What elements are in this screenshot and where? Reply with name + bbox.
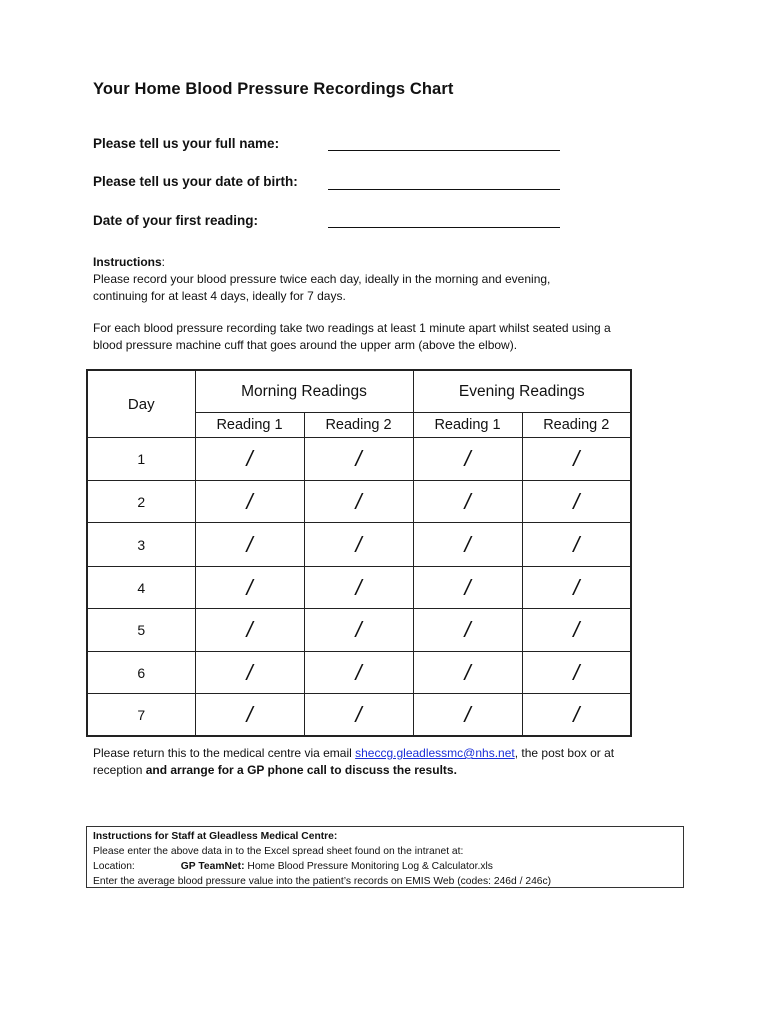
instructions-block	[93, 254, 693, 354]
staff-instructions-box	[86, 826, 684, 888]
readings-table	[86, 369, 632, 737]
morning-reading1-header: Reading 1	[195, 413, 304, 438]
table-row	[87, 438, 631, 481]
name-field[interactable]	[328, 135, 560, 151]
day-number: 1	[87, 438, 195, 481]
reading-cell[interactable]: /	[522, 652, 631, 694]
day-header: Day	[87, 370, 195, 438]
reading-cell[interactable]: /	[522, 438, 631, 481]
day-number: 2	[87, 481, 195, 523]
reading-cell[interactable]: /	[413, 481, 522, 523]
instructions-heading: Instructions:	[93, 255, 166, 269]
reading-cell[interactable]: /	[304, 438, 413, 481]
first-reading-label: Date of your first reading:	[93, 213, 259, 228]
reading-cell[interactable]: /	[195, 652, 304, 694]
reading-cell[interactable]: /	[413, 567, 522, 609]
instructions-line: Please record your blood pressure twice each day, ideally in the morning and evening,	[93, 272, 551, 286]
reading-cell[interactable]: /	[304, 694, 413, 737]
table-row	[87, 609, 631, 652]
evening-header: Evening Readings	[413, 370, 631, 413]
return-instructions: Please return this to the medical centre via email sheccg.gleadlessmc@nhs.net, the post box or at reception and arrange for a GP phone call to discuss the results.	[93, 746, 615, 777]
table-row	[87, 694, 631, 737]
reading-cell[interactable]: /	[522, 567, 631, 609]
morning-header: Morning Readings	[195, 370, 413, 413]
reading-cell[interactable]: /	[413, 438, 522, 481]
reading-cell[interactable]: /	[195, 481, 304, 523]
reading-cell[interactable]: /	[522, 481, 631, 523]
reading-cell[interactable]: /	[195, 567, 304, 609]
reading-cell[interactable]: /	[304, 481, 413, 523]
morning-reading2-header: Reading 2	[304, 413, 413, 438]
evening-reading2-header: Reading 2	[522, 413, 631, 438]
table-row	[87, 523, 631, 567]
reading-cell[interactable]: /	[304, 567, 413, 609]
instructions-line: blood pressure machine cuff that goes around the upper arm (above the elbow).	[93, 338, 518, 352]
dob-label: Please tell us your date of birth:	[93, 174, 298, 189]
reading-cell[interactable]: /	[413, 694, 522, 737]
staff-heading: Instructions for Staff at Gleadless Medical Centre:	[93, 831, 338, 842]
day-number: 7	[87, 694, 195, 737]
instructions-line: continuing for at least 4 days, ideally for 7 days.	[93, 289, 346, 303]
page-title: Your Home Blood Pressure Recordings Chart	[93, 80, 454, 98]
dob-field[interactable]	[328, 174, 560, 190]
reading-cell[interactable]: /	[413, 652, 522, 694]
reading-cell[interactable]: /	[304, 652, 413, 694]
day-number: 3	[87, 523, 195, 567]
first-reading-field[interactable]	[328, 212, 560, 228]
name-label: Please tell us your full name:	[93, 136, 280, 151]
table-row	[87, 567, 631, 609]
staff-line: Please enter the above data in to the Excel spread sheet found on the intranet at:	[93, 846, 464, 857]
reading-cell[interactable]: /	[522, 609, 631, 652]
staff-location: Location: GP TeamNet: Home Blood Pressure Monitoring Log & Calculator.xls	[93, 861, 493, 872]
table-row	[87, 481, 631, 523]
day-number: 4	[87, 567, 195, 609]
reading-cell[interactable]: /	[195, 523, 304, 567]
table-row	[87, 652, 631, 694]
instructions-line: For each blood pressure recording take two readings at least 1 minute apart whilst seated using a	[93, 321, 611, 335]
reading-cell[interactable]: /	[195, 609, 304, 652]
reading-cell[interactable]: /	[304, 523, 413, 567]
staff-line: Enter the average blood pressure value into the patient’s records on EMIS Web (codes: 246d / 246c)	[93, 876, 552, 887]
reading-cell[interactable]: /	[413, 523, 522, 567]
reading-cell[interactable]: /	[522, 694, 631, 737]
reading-cell[interactable]: /	[195, 438, 304, 481]
day-number: 6	[87, 652, 195, 694]
reading-cell[interactable]: /	[522, 523, 631, 567]
email-link[interactable]: sheccg.gleadlessmc@nhs.net	[355, 746, 515, 760]
reading-cell[interactable]: /	[413, 609, 522, 652]
day-number: 5	[87, 609, 195, 652]
evening-reading1-header: Reading 1	[413, 413, 522, 438]
reading-cell[interactable]: /	[304, 609, 413, 652]
reading-cell[interactable]: /	[195, 694, 304, 737]
